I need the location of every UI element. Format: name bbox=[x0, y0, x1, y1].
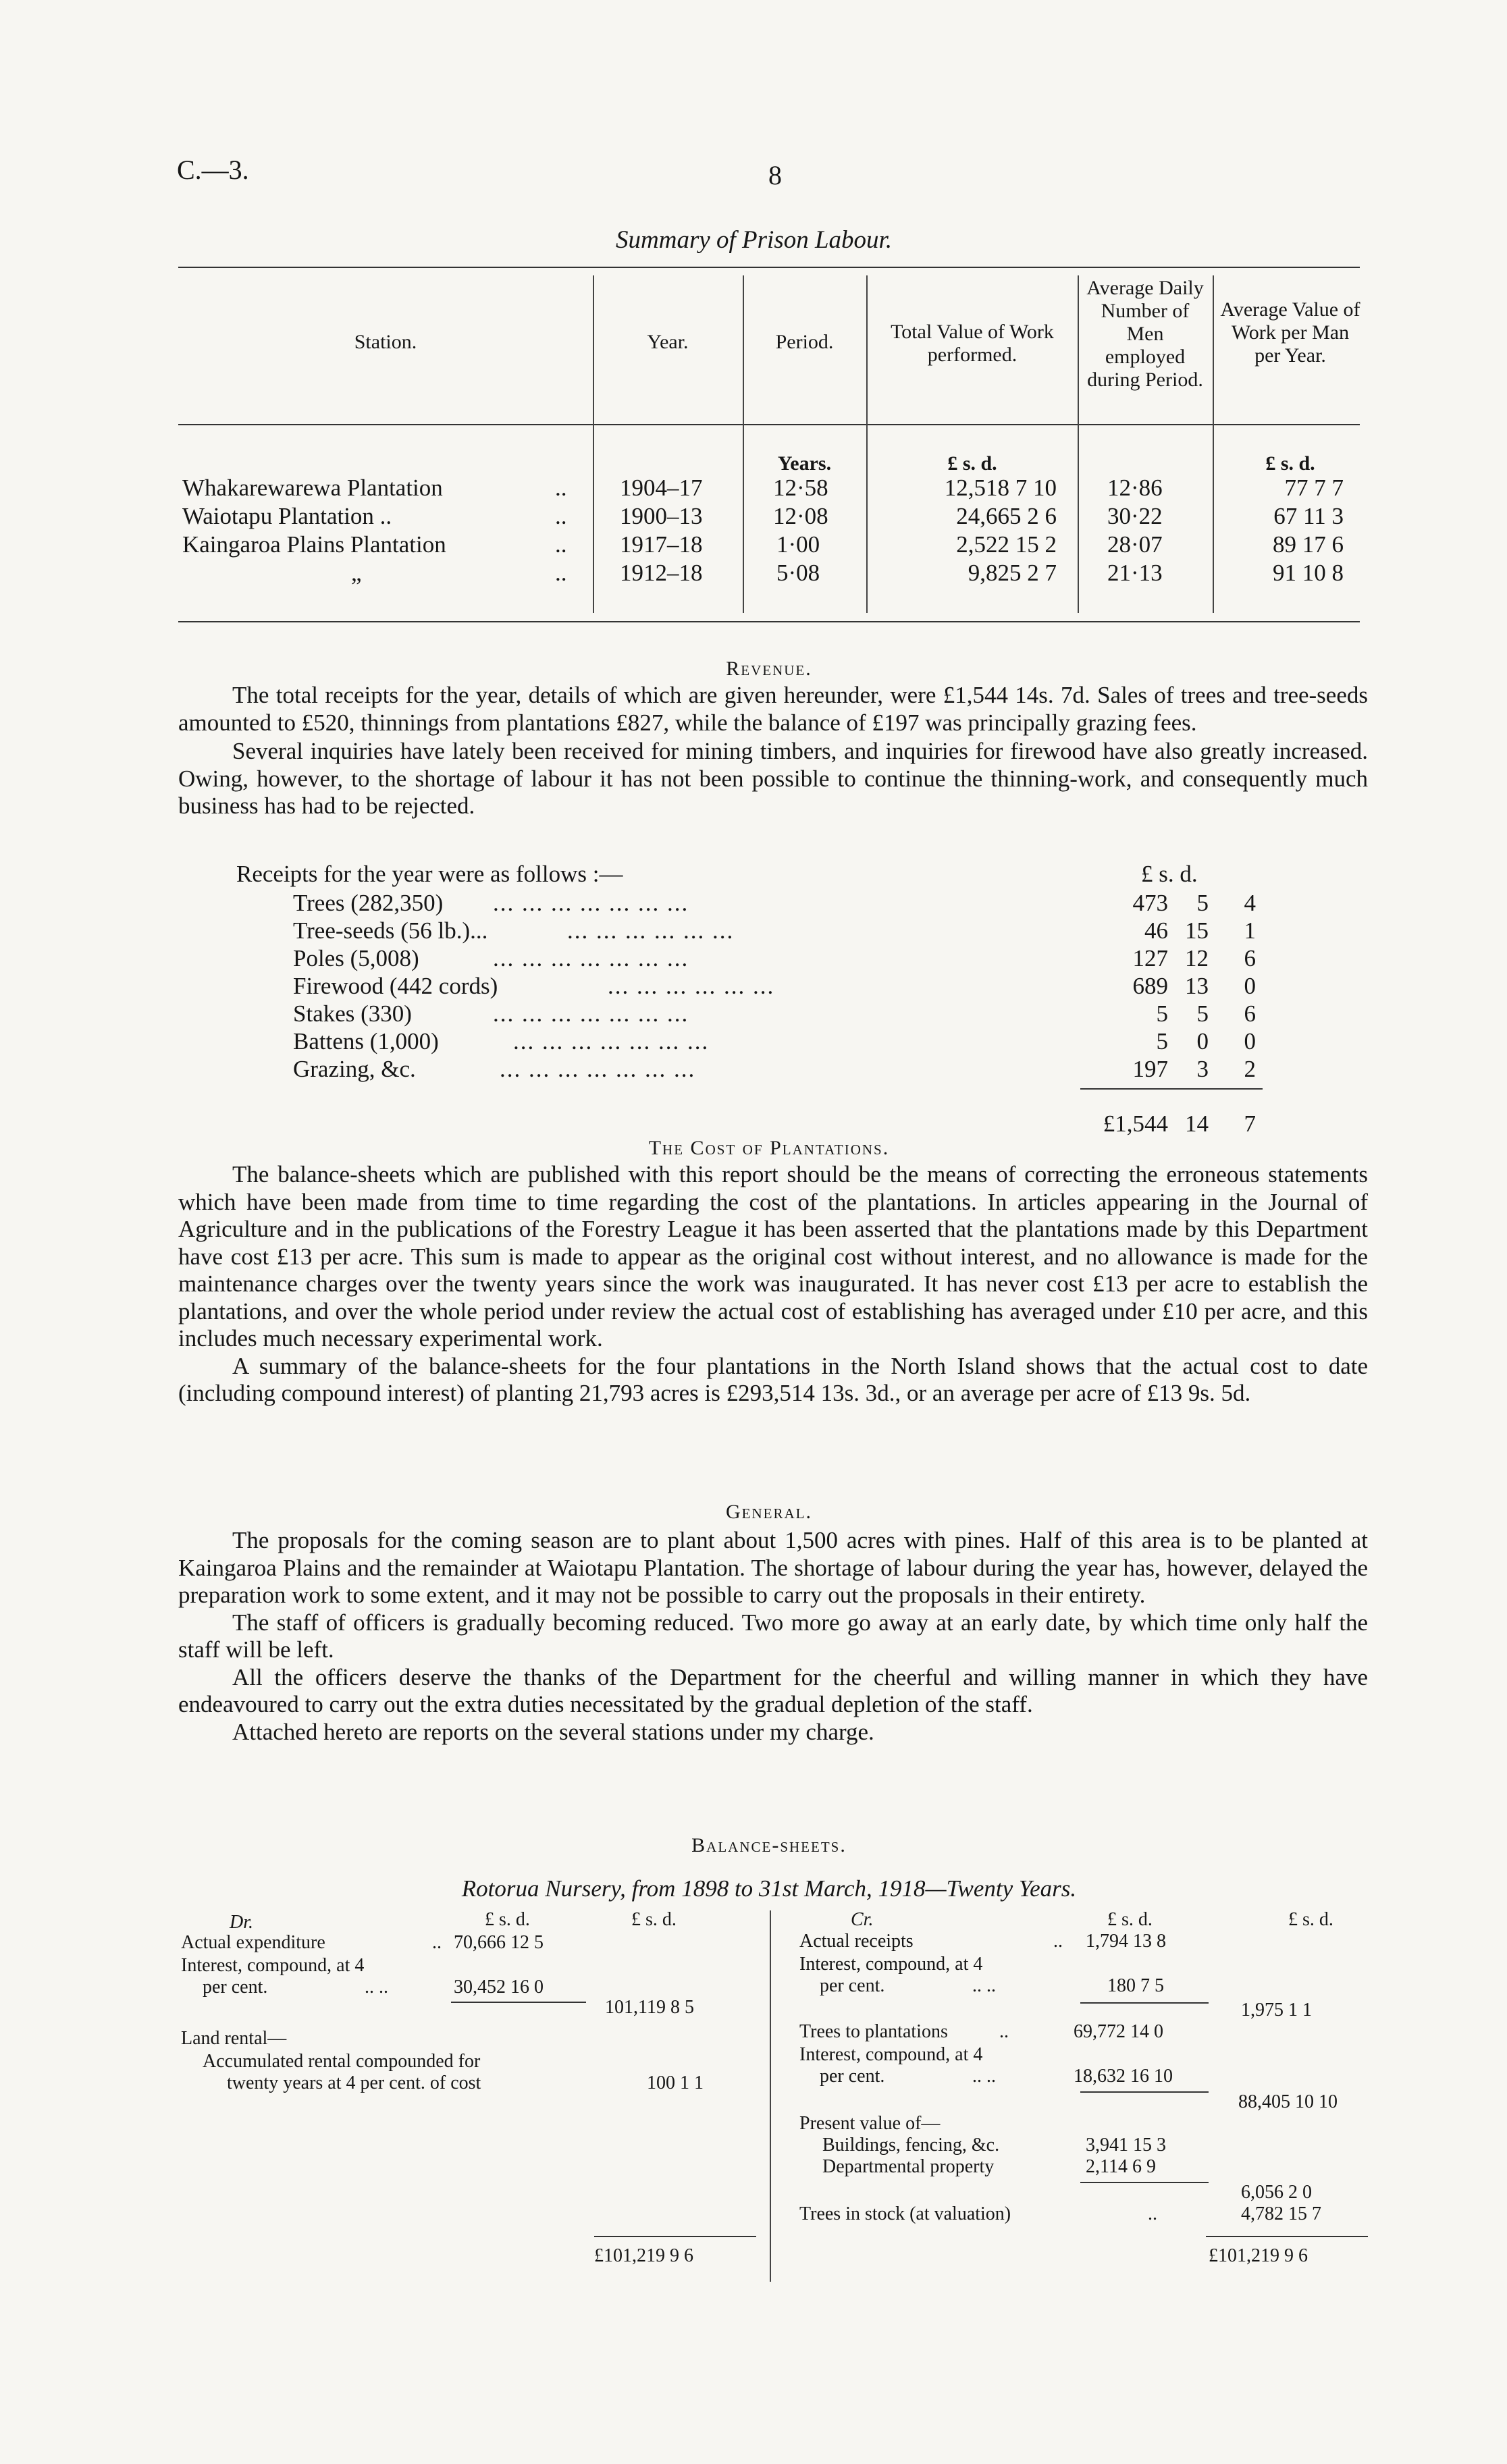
cr-col-head-2: £ s. d. bbox=[1288, 1909, 1333, 1930]
cr-label: Cr. bbox=[851, 1909, 874, 1930]
balance-subtitle: Rotorua Nursery, from 1898 to 31st March, 1918—Twenty Years. bbox=[461, 1875, 1077, 1902]
receipt-shillings: 3 bbox=[1196, 1056, 1209, 1082]
cr-departmental-value: 2,114 6 9 bbox=[1086, 2156, 1156, 2177]
row-total: 9,825 2 7 bbox=[968, 560, 1057, 586]
dr-col-head-2: £ s. d. bbox=[631, 1909, 677, 1930]
cr-buildings: Buildings, fencing, &c. bbox=[822, 2135, 1000, 2155]
unit-avg-lsd: £ s. d. bbox=[1265, 452, 1315, 475]
cr-interest-1-value: 180 7 5 bbox=[1107, 1975, 1164, 1996]
receipt-pence: 6 bbox=[1244, 945, 1256, 971]
cr-interest-2-value: 18,632 16 10 bbox=[1074, 2066, 1173, 2087]
receipt-shillings: 5 bbox=[1196, 1000, 1209, 1027]
row-men: 21·13 bbox=[1107, 560, 1163, 586]
prison-table-title: Summary of Prison Labour. bbox=[616, 226, 893, 254]
dr-land-rental: Land rental— bbox=[181, 2028, 287, 2049]
general-paragraph-4: Attached hereto are reports on the several stations under my charge. bbox=[232, 1718, 874, 1745]
general-text bbox=[178, 1527, 1368, 1746]
unit-period: Years. bbox=[777, 452, 832, 475]
row-avg: 77 7 7 bbox=[1284, 475, 1344, 501]
row-men: 28·07 bbox=[1107, 531, 1163, 558]
receipt-pence: 4 bbox=[1244, 890, 1256, 916]
row-year: 1900–13 bbox=[620, 503, 703, 529]
revenue-heading: Revenue. bbox=[726, 658, 812, 680]
receipt-shillings: 13 bbox=[1185, 973, 1209, 999]
row-station: Kaingaroa Plains Plantation bbox=[182, 531, 446, 558]
row-year: 1912–18 bbox=[620, 560, 703, 586]
row-period: 1·00 bbox=[776, 531, 820, 558]
cr-interest-1-line-2: per cent. bbox=[820, 1975, 885, 1996]
cr-trees-to-plantations-dots: .. bbox=[999, 2021, 1009, 2042]
receipt-label: Tree-seeds (56 lb.)... bbox=[293, 917, 488, 944]
receipt-shillings: 0 bbox=[1196, 1028, 1209, 1054]
row-period: 12·08 bbox=[773, 503, 828, 529]
cr-buildings-value: 3,941 15 3 bbox=[1086, 2135, 1166, 2155]
row-men: 12·86 bbox=[1107, 475, 1163, 501]
row-period: 12·58 bbox=[773, 475, 828, 501]
cr-interest-2-line-1: Interest, compound, at 4 bbox=[799, 2044, 983, 2065]
receipt-pounds: 689 bbox=[1132, 973, 1168, 999]
receipts-intro: Receipts for the year were as follows :— bbox=[236, 861, 623, 887]
receipt-dots: ... ... ... ... ... ... ... bbox=[513, 1028, 710, 1054]
cost-text bbox=[178, 1161, 1368, 1408]
receipt-dots: ... ... ... ... ... ... ... bbox=[493, 945, 689, 971]
col-period: Period. bbox=[775, 331, 834, 353]
unit-total-lsd: £ s. d. bbox=[947, 452, 997, 475]
document-reference: C.—3. bbox=[177, 155, 249, 185]
general-paragraph-1: The proposals for the coming season are to plant about 1,500 acres with pines. Half of this area is to be planted at Kaingaroa Plains and the remainder at Waiotapu Plantation. The shortage of labour during the year has, however, delayed the preparation work to some extent, and it may not be possible to carry out the proposals in their entirety. bbox=[178, 1527, 1368, 1608]
cr-departmental: Departmental property bbox=[822, 2156, 995, 2177]
cr-interest-1-dots: .. .. bbox=[972, 1975, 996, 1996]
general-paragraph-3: All the officers deserve the thanks of the Department for the cheerful and willing manner in which they have endeavoured to carry out the extra duties necessitated by the gradual depletion of the staff. bbox=[178, 1663, 1368, 1717]
col-station: Station. bbox=[354, 331, 417, 353]
row-total: 12,518 7 10 bbox=[944, 475, 1057, 501]
receipt-shillings: 5 bbox=[1196, 890, 1209, 916]
cr-receipts-dots: .. bbox=[1053, 1931, 1063, 1952]
cr-trees-in-stock-dots: .. bbox=[1148, 2203, 1157, 2224]
cost-paragraph-2: A summary of the balance-sheets for the four plantations in the North Island shows that the actual cost to date (including compound interest) of planting 21,793 acres is £293,514 13s. 3d., or an average per acre of £13 9s. 5d. bbox=[178, 1352, 1368, 1406]
receipts-total-rule bbox=[1080, 1088, 1263, 1090]
dr-subtotal-rule bbox=[451, 2002, 586, 2003]
receipt-shillings: 12 bbox=[1185, 945, 1209, 971]
dr-actual-expenditure-dots: .. bbox=[432, 1932, 442, 1953]
receipt-total-pounds: £1,544 bbox=[1103, 1110, 1168, 1137]
cr-interest-1-line-1: Interest, compound, at 4 bbox=[799, 1954, 983, 1975]
row-men: 30·22 bbox=[1107, 503, 1163, 529]
general-heading: General. bbox=[726, 1501, 812, 1523]
dr-interest-value: 30,452 16 0 bbox=[454, 1977, 544, 1998]
receipts-lsd-header bbox=[1141, 861, 1198, 888]
general-paragraph-2: The staff of officers is gradually becoming reduced. Two more go away at an early date, by which time only half the staff will be left. bbox=[178, 1609, 1368, 1663]
receipt-label: Firewood (442 cords) bbox=[293, 973, 498, 999]
revenue-paragraph-1: The total receipts for the year, details of which are given hereunder, were £1,544 14s. 7d. Sales of trees and tree-seeds amounted to £520, thinnings from plantations £827, while the balance of £197 was principally grazing fees. bbox=[178, 682, 1368, 736]
receipt-pence: 0 bbox=[1244, 973, 1256, 999]
receipt-pounds: 473 bbox=[1132, 890, 1168, 916]
row-total: 24,665 2 6 bbox=[956, 503, 1057, 529]
row-dots: .. bbox=[555, 531, 567, 558]
dr-total-rule bbox=[594, 2236, 756, 2237]
row-avg: 89 17 6 bbox=[1273, 531, 1344, 558]
row-station: Whakarewarewa Plantation bbox=[182, 475, 443, 501]
cr-receipts: Actual receipts bbox=[799, 1931, 914, 1952]
page-number: 8 bbox=[768, 160, 782, 190]
receipt-pounds: 197 bbox=[1132, 1056, 1168, 1082]
cr-trees-to-plantations-value: 69,772 14 0 bbox=[1074, 2021, 1163, 2042]
dr-actual-expenditure: Actual expenditure bbox=[181, 1932, 325, 1953]
cr-total: £101,219 9 6 bbox=[1209, 2245, 1308, 2266]
receipt-dots: ... ... ... ... ... ... ... bbox=[493, 1000, 689, 1027]
receipt-pounds: 46 bbox=[1144, 917, 1168, 944]
dr-total: £101,219 9 6 bbox=[594, 2245, 693, 2266]
dr-accumulated-line-2: twenty years at 4 per cent. of cost bbox=[227, 2072, 481, 2093]
receipt-dots: ... ... ... ... ... ... ... bbox=[493, 890, 689, 916]
col-year: Year. bbox=[647, 331, 689, 353]
col-avg-daily: Average Daily Number of Men employed during Period. bbox=[1086, 277, 1204, 391]
receipt-shillings: 15 bbox=[1185, 917, 1209, 944]
revenue-paragraph-2: Several inquiries have lately been received for mining timbers, and inquiries for firewood have also greatly increased. Owing, however, to the shortage of labour it has not been possible to continue the thinning-work, and consequently much business has had to be rejected. bbox=[178, 738, 1368, 819]
receipt-pence: 2 bbox=[1244, 1056, 1256, 1082]
cost-paragraph-1: The balance-sheets which are published with this report should be the means of correcting the erroneous statements which have been made from time to time regarding the cost of the plantations. In articles appearing in the Journal of Agriculture and in the publications of the Forestry League it has been asserted that the plantations made by this Department have cost £13 per acre. This sum is made to appear as the original cost without interest, and no allowance is made for the maintenance charges over the twenty years since the work was inaugurated. It has never cost £13 per acre to establish the plantations, and over the whole period under review the actual cost of establishing has averaged under £10 per acre, and this includes much necessary experimental work. bbox=[178, 1161, 1368, 1351]
receipt-label: Stakes (330) bbox=[293, 1000, 412, 1027]
dr-interest-line-2: per cent. bbox=[203, 1977, 268, 1998]
cr-interest-2-line-2: per cent. bbox=[820, 2066, 885, 2087]
receipt-total-pence: 7 bbox=[1244, 1110, 1256, 1137]
receipts-lsd-label: £ s. d. bbox=[1141, 861, 1198, 887]
row-year: 1917–18 bbox=[620, 531, 703, 558]
cr-trees-in-stock-value: 4,782 15 7 bbox=[1241, 2203, 1321, 2224]
row-station: „ bbox=[351, 560, 362, 586]
dr-label: Dr. bbox=[230, 1912, 254, 1933]
receipt-pounds: 127 bbox=[1132, 945, 1168, 971]
row-dots: .. bbox=[555, 475, 567, 501]
dr-accumulated-line-1: Accumulated rental compounded for bbox=[203, 2051, 481, 2072]
receipt-label: Poles (5,008) bbox=[293, 945, 419, 971]
receipt-label: Battens (1,000) bbox=[293, 1028, 439, 1054]
receipt-pence: 1 bbox=[1244, 917, 1256, 944]
receipt-dots: ... ... ... ... ... ... bbox=[608, 973, 775, 999]
row-dots: .. bbox=[555, 503, 567, 529]
cr-trees-in-stock: Trees in stock (at valuation) bbox=[799, 2203, 1011, 2224]
row-avg: 91 10 8 bbox=[1273, 560, 1344, 586]
cr-sub1-rule bbox=[1080, 2002, 1209, 2004]
balance-heading: Balance-sheets. bbox=[691, 1834, 847, 1856]
cr-present-value: Present value of— bbox=[799, 2113, 941, 2134]
row-period: 5·08 bbox=[776, 560, 820, 586]
cr-col-head-1: £ s. d. bbox=[1107, 1909, 1153, 1930]
col-total-value: Total Value of Work performed. bbox=[891, 321, 1054, 366]
receipt-dots: ... ... ... ... ... ... bbox=[567, 917, 735, 944]
cr-subtotal-1: 1,975 1 1 bbox=[1241, 2000, 1312, 2020]
receipt-label: Grazing, &c. bbox=[293, 1056, 416, 1082]
cr-sub2-rule bbox=[1080, 2091, 1209, 2093]
receipt-label: Trees (282,350) bbox=[293, 890, 444, 916]
cost-heading: The Cost of Plantations. bbox=[648, 1137, 890, 1159]
cr-sub3-rule bbox=[1080, 2182, 1209, 2183]
col-avg-value: Average Value of Work per Man per Year. bbox=[1220, 298, 1360, 367]
dr-interest-dots: .. .. bbox=[365, 1977, 388, 1998]
receipt-pence: 0 bbox=[1244, 1028, 1256, 1054]
receipt-pounds: 5 bbox=[1156, 1028, 1168, 1054]
dr-actual-expenditure-value: 70,666 12 5 bbox=[454, 1932, 544, 1953]
dr-accumulated-value: 100 1 1 bbox=[647, 2072, 704, 2093]
cr-receipts-value: 1,794 13 8 bbox=[1086, 1931, 1166, 1952]
dr-subtotal: 101,119 8 5 bbox=[605, 1997, 694, 2018]
row-avg: 67 11 3 bbox=[1273, 503, 1344, 529]
balance-divider bbox=[770, 1910, 771, 2282]
row-total: 2,522 15 2 bbox=[956, 531, 1057, 558]
row-dots: .. bbox=[555, 560, 567, 586]
receipt-total-shillings: 14 bbox=[1185, 1110, 1209, 1137]
dr-interest-line-1: Interest, compound, at 4 bbox=[181, 1955, 365, 1976]
cr-subtotal-3: 6,056 2 0 bbox=[1241, 2182, 1312, 2203]
cr-trees-to-plantations: Trees to plantations bbox=[799, 2021, 948, 2042]
cr-interest-2-dots: .. .. bbox=[972, 2066, 996, 2087]
row-year: 1904–17 bbox=[620, 475, 703, 501]
row-station: Waiotapu Plantation .. bbox=[182, 503, 392, 529]
receipt-pence: 6 bbox=[1244, 1000, 1256, 1027]
cr-subtotal-2: 88,405 10 10 bbox=[1238, 2091, 1338, 2112]
cr-total-rule bbox=[1206, 2236, 1368, 2237]
receipt-pounds: 5 bbox=[1156, 1000, 1168, 1027]
revenue-text bbox=[178, 682, 1368, 820]
dr-col-head-1: £ s. d. bbox=[485, 1909, 530, 1930]
receipt-dots: ... ... ... ... ... ... ... bbox=[500, 1056, 696, 1082]
